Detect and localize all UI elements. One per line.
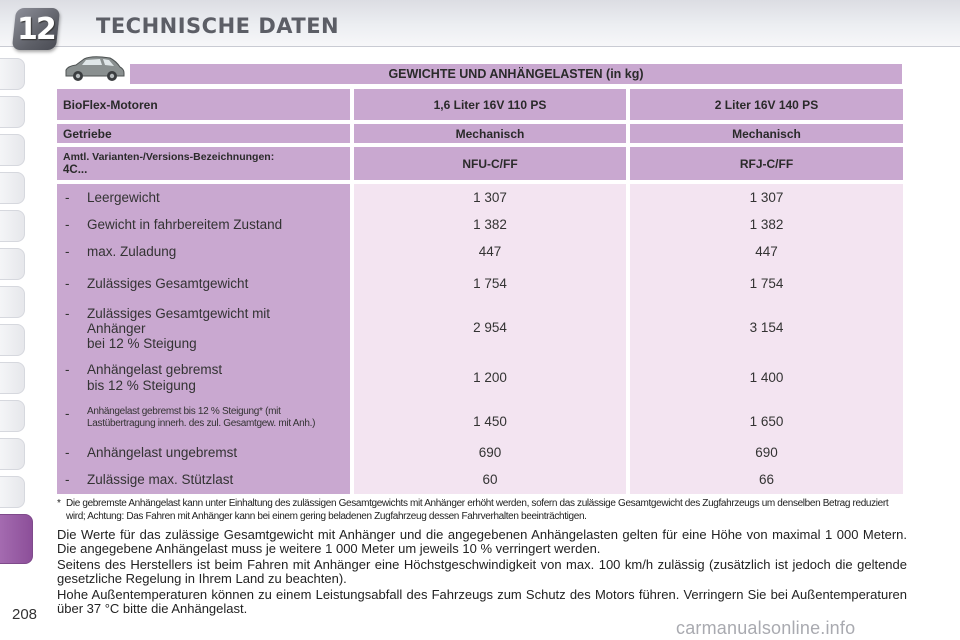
gearbox-col3: Mechanisch [630, 124, 903, 143]
row-label: max. Zuladung [87, 244, 177, 259]
engine-col2: 1,6 Liter 16V 110 PS [354, 89, 626, 120]
row-dash: - [65, 276, 70, 291]
chapter-tab[interactable] [0, 210, 25, 242]
table-cell: 690 [755, 445, 778, 460]
chapter-badge [12, 8, 60, 50]
row-dash: - [65, 190, 70, 205]
row-label: Gewicht in fahrbereitem Zustand [87, 217, 283, 232]
chapter-tab-active[interactable] [0, 514, 33, 564]
table-values-column-110ps [354, 184, 626, 494]
variants-col3: RFJ-C/FF [630, 147, 903, 180]
chapter-tab[interactable] [0, 362, 25, 394]
table-header [57, 89, 903, 180]
row-label: Anhängelast gebremst bis 12 % Steigung* (mit Lastübertragung innerh. des zul. Gesamtgew. mit Anh.) [87, 406, 316, 429]
row-dash: - [65, 406, 70, 421]
chapter-tab[interactable] [0, 134, 25, 166]
table-cell: 1 754 [749, 276, 784, 291]
variants-label [57, 147, 350, 180]
chapter-tab[interactable] [0, 286, 25, 318]
table-cell: 60 [482, 472, 498, 487]
row-label-sub: bis 12 % Steigung [87, 378, 196, 393]
table-cell: 1 382 [473, 217, 507, 232]
table-cell: 2 954 [473, 320, 507, 335]
variants-col2: NFU-C/FF [354, 147, 626, 180]
table-cell: 1 382 [749, 217, 784, 232]
table-header-row-engine [57, 89, 903, 120]
row-label: Leergewicht [87, 190, 160, 205]
table-cell: 1 450 [473, 414, 507, 429]
table-cell: 447 [478, 244, 502, 259]
paragraph-altitude: Die Werte für das zulässige Gesamtgewicht mit Anhänger und die angegebenen Anhängelasten gelten für eine Höhe von maximal 1 000 Metern. Die angegebene Anhängelast muss je weitere 1 000 Meter um jeweils 10 % verringert werden. [57, 527, 907, 556]
table-header-row-variants [57, 147, 903, 180]
variants-label-line1: Amtl. Varianten-/Versions-Bezeichnungen: [63, 150, 275, 163]
table-cell: 1 400 [749, 370, 784, 385]
table-cell: 66 [758, 472, 775, 487]
page-number: 208 [12, 606, 38, 623]
footnote-marker: * [57, 498, 61, 509]
row-dash: - [65, 244, 70, 259]
row-dash: - [65, 217, 70, 232]
footnote [57, 497, 907, 523]
engine-label: BioFlex-Motoren [57, 89, 350, 120]
table-cell: 1 754 [473, 276, 507, 291]
table-cell: 1 307 [749, 190, 784, 205]
chapter-tab[interactable] [0, 248, 25, 280]
engine-col3: 2 Liter 16V 140 PS [630, 89, 903, 120]
table-cell: 1 200 [473, 370, 507, 385]
footnote-text: Die gebremste Anhängelast kann unter Einhaltung des zulässigen Gesamtgewichts mit Anhänger erhöht werden, sofern das zulässige Gesamtgewicht des Zugfahrzeugs um denselben Betrag reduziert wird; Achtung: Das Fahren mit Anhänger kann bei einem gering beladenen Zugfahrzeug dessen Fahrverhalten beeinträchtigen. [66, 498, 889, 522]
row-label: Zulässiges Gesamtgewicht mit Anhänger [87, 306, 271, 336]
row-label: Anhängelast gebremst [87, 362, 223, 377]
table-body [57, 184, 903, 494]
table-cell: 3 154 [749, 320, 784, 335]
chapter-tab[interactable] [0, 172, 25, 204]
section-heading: GEWICHTE UND ANHÄNGELASTEN (in kg) [130, 64, 902, 84]
table-labels-column [57, 184, 350, 494]
chapter-tabs [0, 58, 36, 568]
row-label: Zulässige max. Stützlast [87, 472, 234, 487]
table-cell: 1 650 [749, 414, 784, 429]
row-dash: - [65, 445, 70, 460]
chapter-tab[interactable] [0, 476, 25, 508]
chapter-tab[interactable] [0, 96, 25, 128]
page-title: TECHNISCHE DATEN [96, 14, 340, 38]
chapter-tab[interactable] [0, 438, 25, 470]
row-dash: - [65, 306, 70, 321]
row-label: Anhängelast ungebremst [87, 445, 238, 460]
table-cell: 1 307 [473, 190, 507, 205]
table-header-row-gearbox [57, 124, 903, 143]
car-icon [62, 54, 126, 84]
page-header [0, 0, 960, 47]
chapter-tab[interactable] [0, 400, 25, 432]
variants-label-line2: 4C... [63, 163, 88, 176]
chapter-number: 12 [17, 11, 55, 47]
watermark: carmanualsonline.info [676, 618, 856, 638]
table-cell: 690 [478, 445, 502, 460]
gearbox-label: Getriebe [57, 124, 350, 143]
chapter-tab[interactable] [0, 324, 25, 356]
table-cell: 447 [755, 244, 778, 259]
paragraph-speed: Seitens des Herstellers ist beim Fahren mit Anhänger eine Höchstgeschwindigkeit von max. 100 km/h zulässig (zusätzlich ist jedoch die geltende gesetzliche Regelung in Ihrem Land zu beachten). [57, 557, 907, 586]
row-label-sub: bei 12 % Steigung [87, 336, 197, 351]
gearbox-col2: Mechanisch [354, 124, 626, 143]
row-dash: - [65, 362, 70, 377]
chapter-tab[interactable] [0, 58, 25, 90]
paragraph-temperature: Hohe Außentemperaturen können zu einem Leistungsabfall des Fahrzeugs zum Schutz des Motors führen. Verringern Sie bei Außentemperaturen über 37 °C bitte die Anhängelast. [57, 587, 907, 616]
row-label: Zulässiges Gesamtgewicht [87, 276, 249, 291]
table-values-column-140ps [630, 184, 903, 494]
row-dash: - [65, 472, 70, 487]
